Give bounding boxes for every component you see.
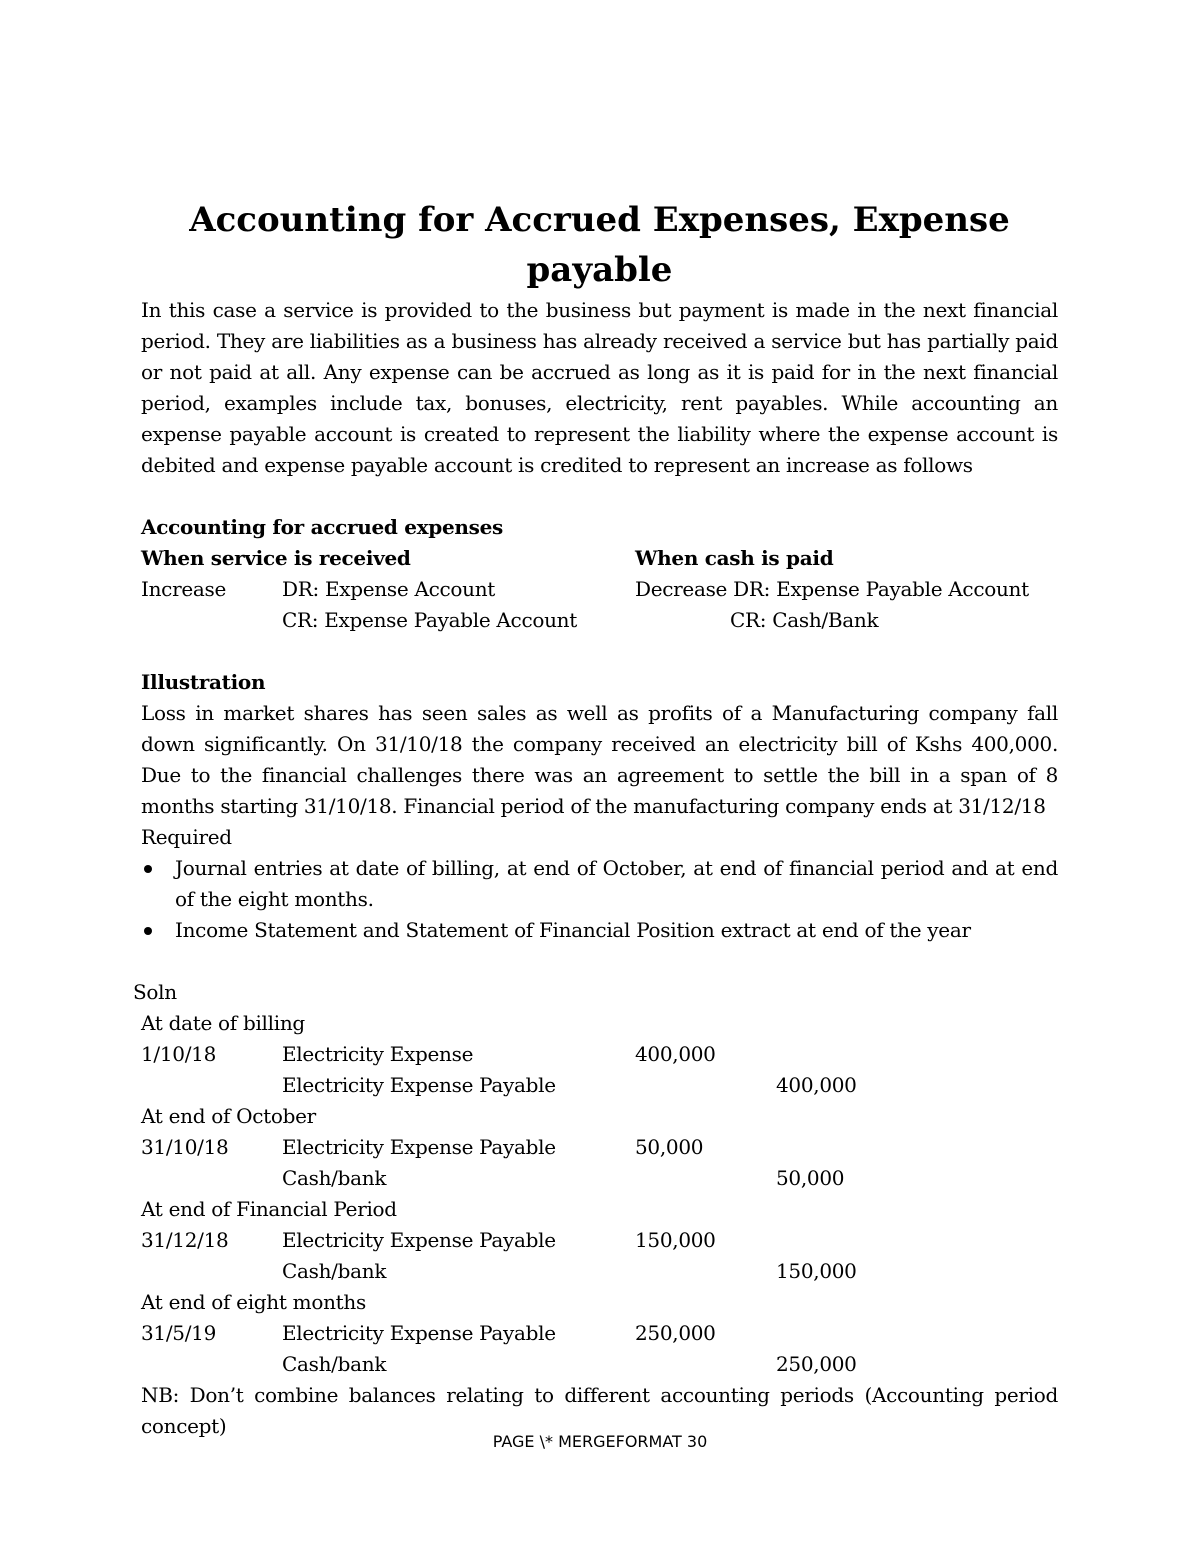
required-list (141, 853, 1058, 946)
section-heading: At date of billing (141, 1011, 305, 1035)
accrued-row-2 (141, 605, 1058, 636)
entry-account: Cash/bank (282, 1352, 387, 1376)
entry-debit: 50,000 (635, 1135, 704, 1159)
solution-label: Soln (133, 980, 177, 1004)
list-item (141, 853, 1058, 915)
page-footer: PAGE \* MERGEFORMAT 30 (492, 1432, 708, 1451)
entry-date: 31/5/19 (141, 1321, 216, 1345)
section-heading: At end of October (141, 1104, 316, 1128)
journal-row (141, 1349, 1058, 1380)
entry-account: Electricity Expense Payable (282, 1135, 556, 1159)
nb-note: NB: Don’t combine balances relating to different accounting periods (Accounting period concept) (141, 1383, 1058, 1438)
entry-credit: 250,000 (776, 1352, 857, 1376)
journal-row (141, 1132, 1058, 1163)
illustration-text: Loss in market shares has seen sales as well as profits of a Manufacturing company fall down significantly. On 31/10/18 the company received an electricity bill of Kshs 400,000. Due to the financial challenges there was an agreement to settle the bill in a span of 8 months starting 31/10/18. Financial period of the manufacturing company ends at 31/12/18 (141, 701, 1058, 818)
cr-expense-payable: CR: Expense Payable Account (282, 608, 577, 632)
bullet-icon (144, 865, 152, 873)
entry-credit: 150,000 (776, 1259, 857, 1283)
journal-row (141, 1318, 1058, 1349)
page-content (133, 195, 1058, 1442)
required-label: Required (141, 825, 232, 849)
spacer (141, 481, 1058, 512)
bullet-icon (144, 927, 152, 935)
entry-date: 31/12/18 (141, 1228, 229, 1252)
entry-date: 31/10/18 (141, 1135, 229, 1159)
journal-row (141, 1256, 1058, 1287)
bullet-text: Income Statement and Statement of Financial Position extract at end of the year (175, 918, 971, 942)
entry-debit: 150,000 (635, 1228, 716, 1252)
col1-heading: When service is received (141, 546, 411, 570)
bullet-text: Journal entries at date of billing, at end of October, at end of financial period and at end of the eight months. (175, 856, 1058, 911)
entry-debit: 250,000 (635, 1321, 716, 1345)
cr-cash-bank: CR: Cash/Bank (730, 608, 879, 632)
entry-account: Electricity Expense Payable (282, 1321, 556, 1345)
entry-credit: 50,000 (776, 1166, 845, 1190)
col2-heading: When cash is paid (635, 546, 834, 570)
entry-debit: 400,000 (635, 1042, 716, 1066)
increase-label: Increase (141, 577, 227, 601)
entry-credit: 400,000 (776, 1073, 857, 1097)
dr-expense-account: DR: Expense Account (282, 577, 496, 601)
journal-row (141, 1039, 1058, 1070)
spacer (141, 946, 1058, 977)
entry-date: 1/10/18 (141, 1042, 216, 1066)
entry-account: Cash/bank (282, 1166, 387, 1190)
journal-row (141, 1163, 1058, 1194)
page-title: Accounting for Accrued Expenses, Expense payable (189, 200, 1010, 290)
entry-account: Cash/bank (282, 1259, 387, 1283)
list-item (141, 915, 1058, 946)
accrued-heading: Accounting for accrued expenses (141, 515, 503, 539)
journal-row (141, 1070, 1058, 1101)
section-heading: At end of eight months (141, 1290, 366, 1314)
accrued-column-headings (141, 543, 1058, 574)
entry-account: Electricity Expense (282, 1042, 474, 1066)
decrease-dr-expense-payable: Decrease DR: Expense Payable Account (635, 577, 1029, 601)
spacer (141, 636, 1058, 667)
section-heading: At end of Financial Period (141, 1197, 397, 1221)
accrued-row-1 (141, 574, 1058, 605)
journal-row (141, 1225, 1058, 1256)
entry-account: Electricity Expense Payable (282, 1228, 556, 1252)
intro-paragraph: In this case a service is provided to the business but payment is made in the next financial period. They are liabilities as a business has already received a service but has partially paid or not paid at all. Any expense can be accrued as long as it is paid for in the next financial period, examples include tax, bonuses, electricity, rent payables. While accounting an expense payable account is created to represent the liability where the expense account is debited and expense payable account is credited to represent an increase as follows (141, 298, 1058, 477)
entry-account: Electricity Expense Payable (282, 1073, 556, 1097)
illustration-heading: Illustration (141, 670, 266, 694)
